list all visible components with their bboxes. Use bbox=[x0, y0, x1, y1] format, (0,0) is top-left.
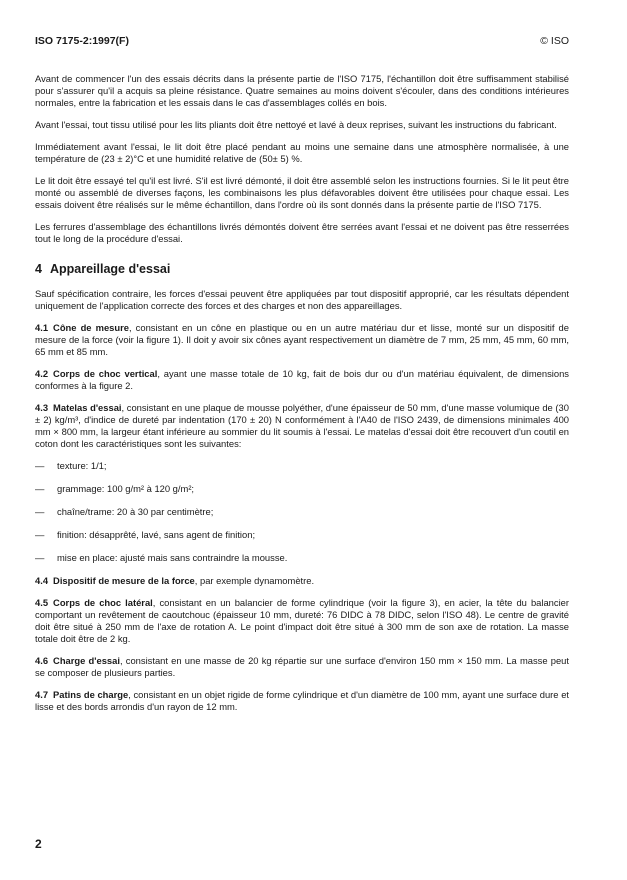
subsection-number: 4.6 bbox=[35, 655, 49, 666]
subsection-title: Dispositif de mesure de la force bbox=[53, 575, 195, 586]
iso-copyright-mark: © ISO bbox=[540, 35, 569, 47]
subsection-4-5 bbox=[35, 597, 569, 645]
spec-item: — chaîne/trame: 20 à 30 par centimètre; bbox=[35, 506, 569, 518]
subsection-text: , consistant en un objet rigide de forme cylindrique et d'un diamètre de 100 mm, ayant une surface dure et lisse et des bords arrondis d'un rayon de 12 mm. bbox=[35, 689, 570, 712]
intro-paragraph: Immédiatement avant l'essai, le lit doit être placé pendant au moins une semaine dans une atmosphère normalisée, à une température de (23 ± 2)°C et une humidité relative de (50± 5) %. bbox=[35, 141, 569, 164]
subsection-title: Corps de choc latéral bbox=[53, 597, 153, 608]
subsection-text: , consistant en un cône en plastique ou en un autre matériau dur et lisse, monté sur un dispositif de mesure de la force (voir la figure 1). Il doit y avoir six cônes ayant respectivement un diamètre de 7 mm, 25 mm, 45 mm, 60 mm, 65 mm et 85 mm. bbox=[35, 322, 569, 357]
subsection-4-3 bbox=[35, 402, 569, 450]
subsection-text: , par exemple dynamomètre. bbox=[194, 575, 315, 586]
subsection-number: 4.1 bbox=[35, 322, 49, 333]
subsection-number: 4.3 bbox=[35, 402, 49, 413]
subsection-text: , ayant une masse totale de 10 kg, fait de bois dur ou d'un matériau équivalent, de dimensions conformes à la figure 2. bbox=[35, 368, 569, 391]
subsection-4-7 bbox=[35, 689, 569, 713]
section-intro: Sauf spécification contraire, les forces d'essai peuvent être appliquées par tout dispositif approprié, car les résultats dépendent uniquement de l'application correcte des forces et des charges et non des appareillages. bbox=[35, 288, 569, 311]
subsection-number: 4.2 bbox=[35, 368, 49, 379]
subsection-4-4 bbox=[35, 575, 569, 587]
subsection-title: Cône de mesure bbox=[53, 322, 129, 333]
intro-paragraph: Le lit doit être essayé tel qu'il est livré. S'il est livré démonté, il doit être assemblé selon les instructions fournies. Si le lit peut être monté ou assemblé de diverses façons, les combinaisons les plus défavorables doivent être utilisées pour chaque essai. Les essais doivent être réalisés sur le même échantillon, dans l'ordre où ils sont donnés dans la présente partie de l'ISO 7175. bbox=[35, 175, 569, 210]
document-id: ISO 7175-2:1997(F) bbox=[35, 35, 129, 47]
fabric-specs-list bbox=[35, 460, 569, 564]
subsection-title: Matelas d'essai bbox=[53, 402, 122, 413]
subsection-4-1 bbox=[35, 322, 569, 358]
subsection-number: 4.5 bbox=[35, 597, 49, 608]
page-body bbox=[35, 73, 569, 723]
spec-item: — grammage: 100 g/m² à 120 g/m²; bbox=[35, 483, 569, 495]
subsection-title: Patins de charge bbox=[53, 689, 129, 700]
subsection-title: Corps de choc vertical bbox=[53, 368, 158, 379]
page-header bbox=[35, 35, 569, 49]
spec-item: — finition: désapprêté, lavé, sans agent de finition; bbox=[35, 529, 569, 541]
page-number: 2 bbox=[35, 837, 42, 851]
section-title: Appareillage d'essai bbox=[49, 262, 171, 276]
subsection-text: , consistant en un balancier de forme cylindrique (voir la figure 3), en acier, la tête du balancier comportant un revêtement de caoutchouc (épaisseur 10 mm, dureté: 76 DIDC à 78 DIDC, selon l'ISO 48). Le centre de gravité doit être situé à 250 mm de l'axe de rotation A. Le point d'impact doit être situé à 300 mm de son axe de rotation. La masse totale doit être de 2 kg. bbox=[35, 597, 569, 644]
subsection-text: , consistant en une masse de 20 kg répartie sur une surface d'environ 150 mm × 150 mm. La masse peut se composer de plusieurs parties. bbox=[35, 655, 569, 678]
subsection-number: 4.7 bbox=[35, 689, 49, 700]
section-heading bbox=[35, 263, 569, 275]
intro-paragraph: Avant l'essai, tout tissu utilisé pour les lits pliants doit être nettoyé et lavé à deux reprises, suivant les instructions du fabricant. bbox=[35, 119, 557, 130]
subsection-title: Charge d'essai bbox=[53, 655, 120, 666]
subsection-4-6 bbox=[35, 655, 569, 679]
section-number: 4 bbox=[35, 262, 42, 276]
subsection-number: 4.4 bbox=[35, 575, 49, 586]
subsection-text: , consistant en une plaque de mousse polyéther, d'une épaisseur de 50 mm, d'une masse volumique de (30 ± 2) kg/m³, d'indice de dureté par indentation (170 ± 20) N conformément à l'A40 de l'ISO 2439, de dimensions minimales 400 mm × 800 mm, la largeur étant inférieure au sommier du lit soumis à l'essai. Le matelas d'essai doit être recouvert d'un coutil en coton dont les caractéristiques sont les suivantes: bbox=[35, 402, 569, 449]
subsection-4-2 bbox=[35, 368, 569, 392]
intro-paragraph: Les ferrures d'assemblage des échantillons livrés démontés doivent être serrées avant l'essai et ne doivent pas être resserrées tout le long de la procédure d'essai. bbox=[35, 221, 569, 244]
spec-item: — texture: 1/1; bbox=[35, 460, 569, 472]
intro-paragraph: Avant de commencer l'un des essais décrits dans la présente partie de l'ISO 7175, l'échantillon doit être suffisamment stabilisé pour s'assurer qu'il a acquis sa pleine résistance. Quatre semaines au moins doivent s'écouler, dans des conditions intérieures normales, entre la fabrication et les essais dans le cas d'assemblages collés en bois. bbox=[35, 73, 569, 108]
spec-item: — mise en place: ajusté mais sans contraindre la mousse. bbox=[35, 552, 569, 564]
